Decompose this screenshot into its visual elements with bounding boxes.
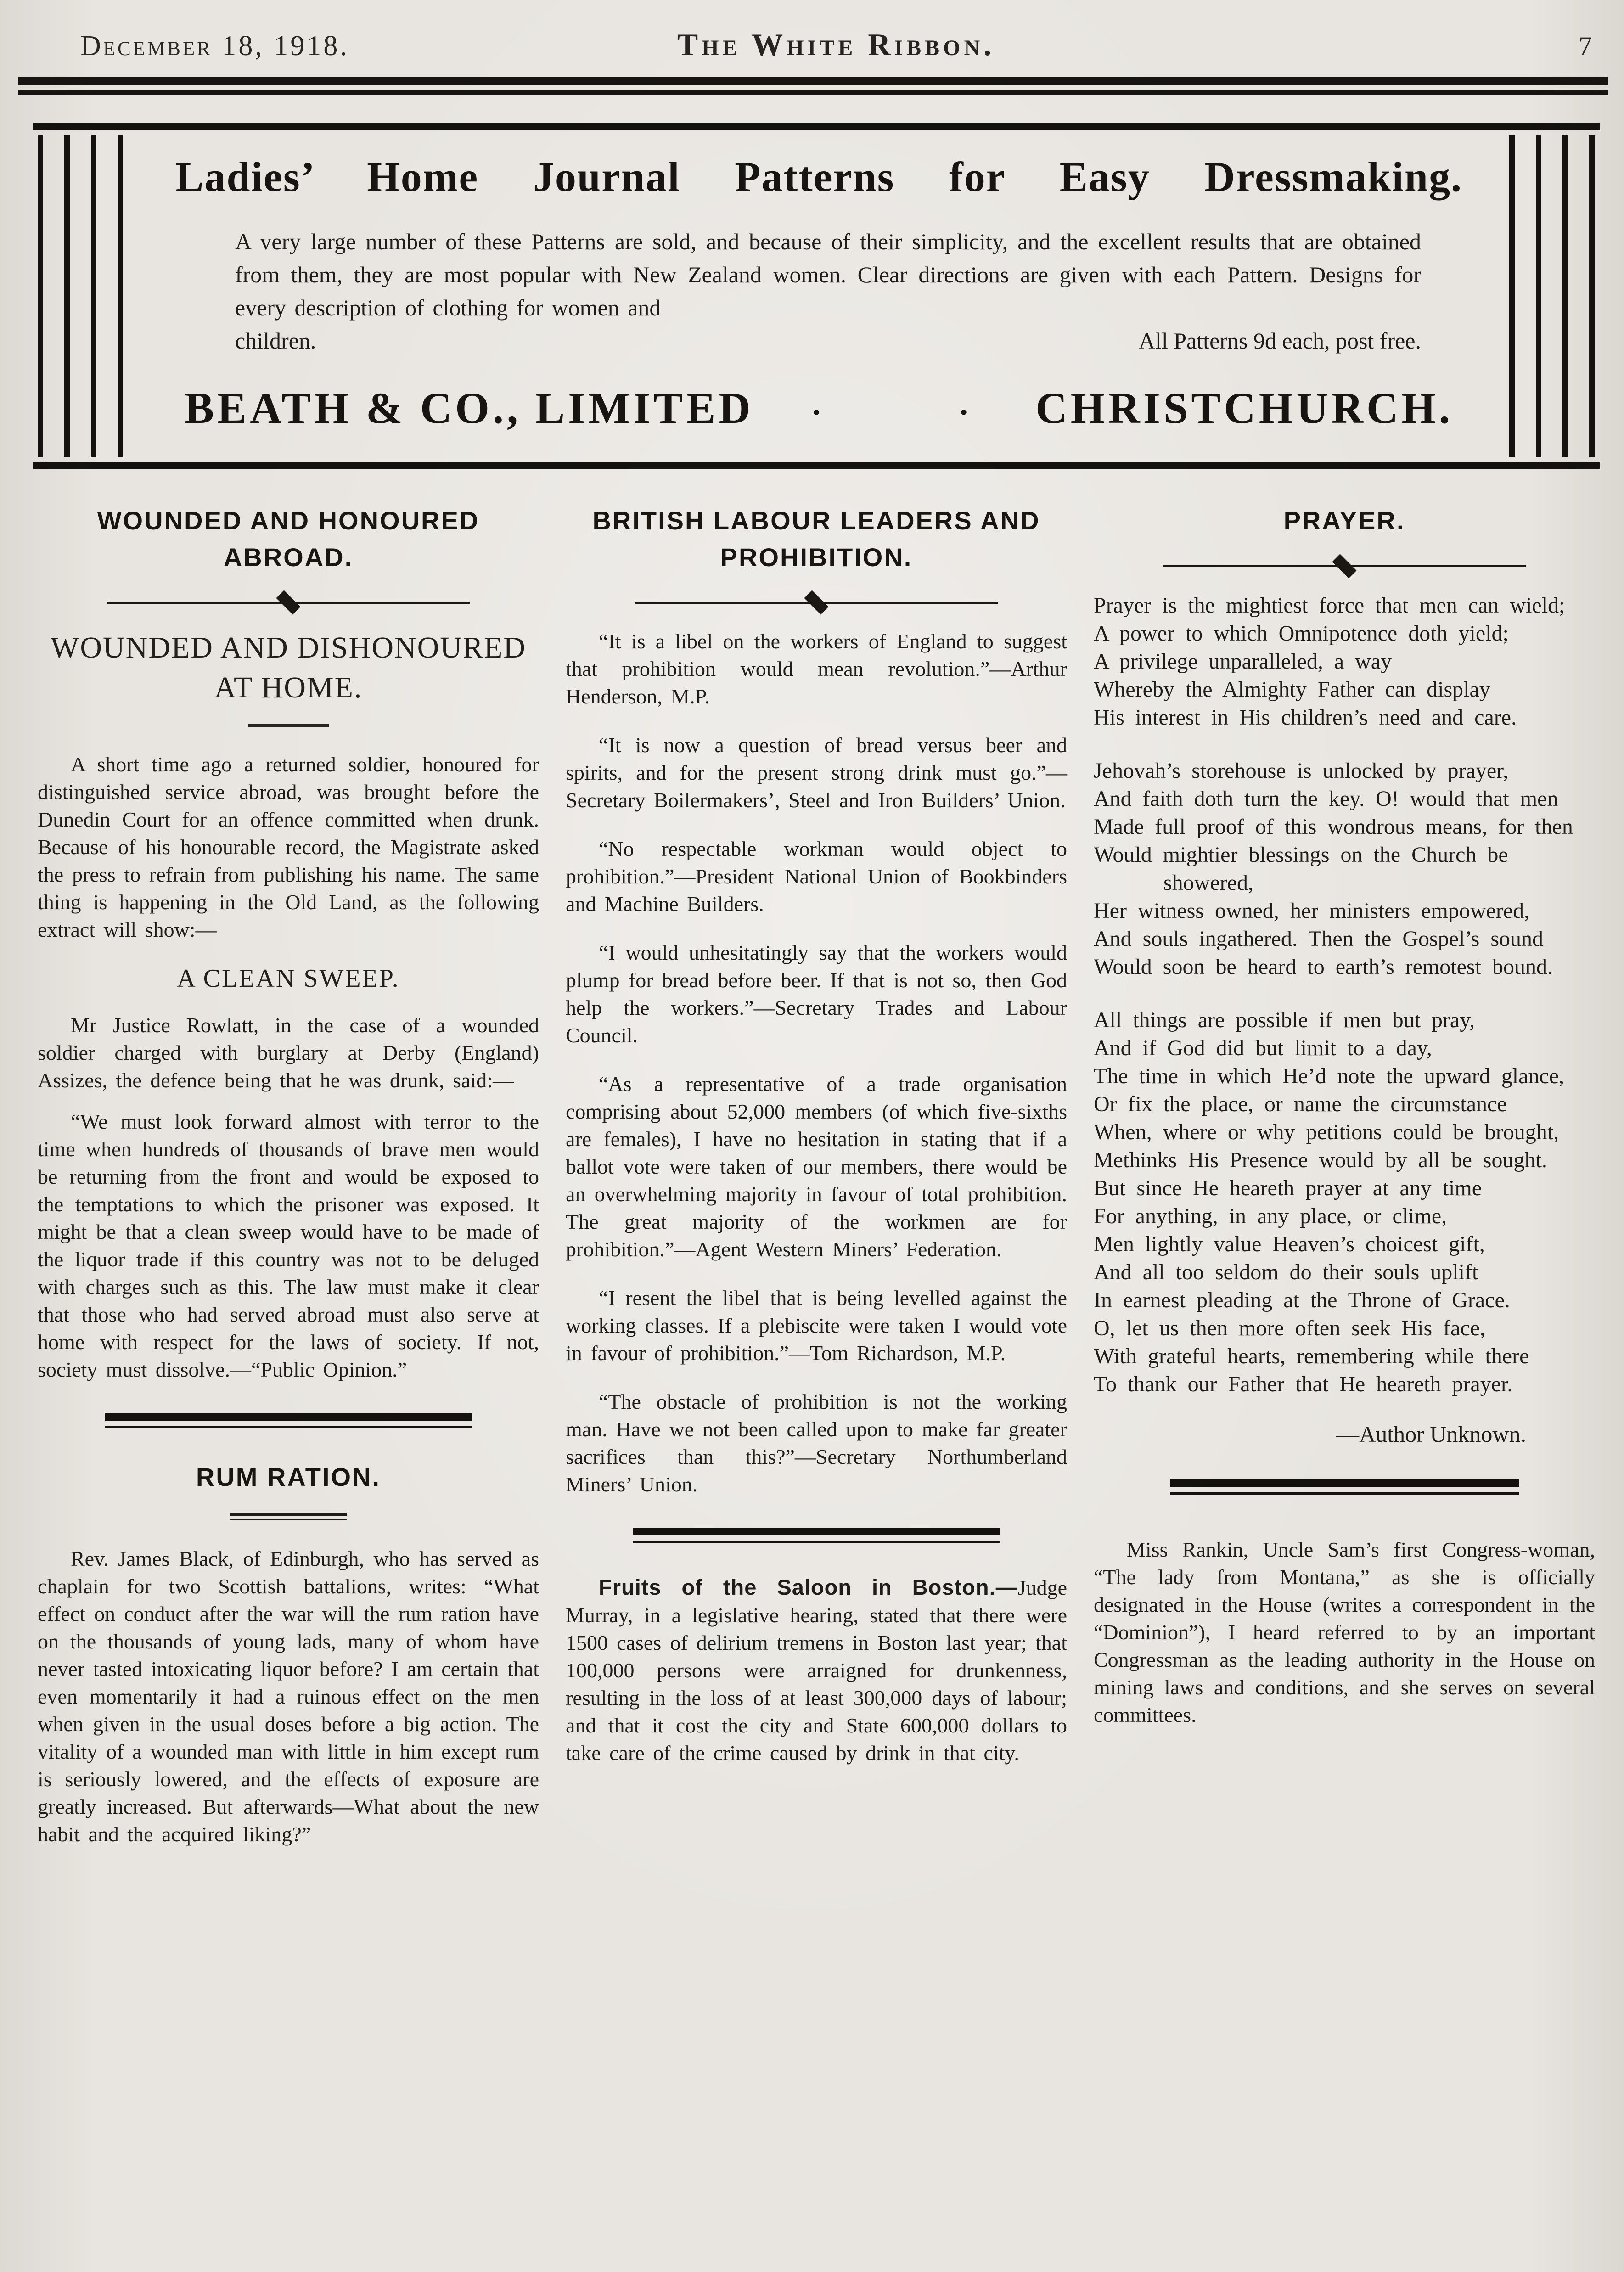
poem-stanza-3	[1094, 1006, 1595, 1398]
poem-line: And all too seldom do their souls uplift	[1094, 1260, 1478, 1284]
quote-paragraph: “I resent the libel that is being levelled against the working classes. If a plebiscite were taken I would vote in favour of prohibition.”—Tom Richardson, M.P.	[566, 1286, 1067, 1365]
quote-list	[566, 628, 1067, 1498]
boston-note-lead-in: Fruits of the Saloon in Boston.—	[599, 1575, 1018, 1600]
article-separator-rule	[105, 1413, 472, 1428]
rankin-note-paragraph: Miss Rankin, Uncle Sam’s first Congress-woman, “The lady from Montana,” as she is officially designated in the House (writes a correspondent in the “Dominion”), I heard referred to by an important Congressman as the leading authority in the House on mining laws and conditions, and she serves on several committees.	[1094, 1537, 1595, 1726]
article-kicker-labour-leaders: BRITISH LABOUR LEADERS AND PROHIBITION.	[592, 506, 1040, 572]
quote-paragraph: “It is now a question of bread versus beer and spirits, and for the present strong drink must go.”—Secretary Boilermakers’, Steel and Iron Builders’ Union.	[566, 733, 1067, 812]
poem-line: Made full proof of this wondrous means, for then	[1094, 814, 1573, 839]
masthead-rule	[18, 77, 1608, 95]
poem-line: Jehovah’s storehouse is unlocked by prayer,	[1094, 758, 1509, 783]
article-separator-rule	[1170, 1479, 1519, 1495]
ad-body-tail: children.	[235, 328, 316, 354]
poem-line: Methinks His Presence would by all be sought.	[1094, 1147, 1547, 1172]
headline-rum-ration: RUM RATION.	[196, 1462, 381, 1492]
quote-paragraph: “It is a libel on the workers of England to suggest that prohibition would mean revolution.”—Arthur Henderson, M.P.	[566, 630, 1067, 709]
boston-note-paragraph	[566, 1574, 1067, 1767]
ad-title: Ladies’ Home Journal Patterns for Easy Dressmaking.	[175, 153, 1462, 200]
poem-line: Would soon be heard to earth’s remotest bound.	[1094, 954, 1553, 979]
poem-line: And souls ingathered. Then the Gospel’s sound	[1094, 926, 1544, 951]
poem-line: With grateful hearts, remembering while there	[1094, 1344, 1529, 1368]
quote-paragraph: “I would unhesitatingly say that the workers would plump for bread before beer. If that is not so, then God help the workers.”—Secretary Trades and Labour Council.	[566, 941, 1067, 1047]
diamond-rule-icon	[635, 596, 998, 609]
ad-firm-name: BEATH & CO., LIMITED	[185, 383, 754, 433]
article-separator-rule	[633, 1528, 1000, 1543]
quote-paragraph: “The obstacle of prohibition is not the working man. Have we not been called upon to make far greater sacrifices than this?”—Secretary Northumberland Miners’ Union.	[566, 1390, 1067, 1496]
ad-border-bars-right-icon	[1509, 135, 1596, 457]
headline-wounded-dishonoured: WOUNDED AND DISHONOURED AT HOME.	[51, 631, 526, 705]
short-double-rule-icon	[230, 1513, 347, 1520]
page-number: 7	[1579, 31, 1592, 61]
poem-line: To thank our Father that He heareth prayer.	[1094, 1372, 1513, 1396]
poem-line: Or fix the place, or name the circumstance	[1094, 1091, 1507, 1116]
ad-border-bars-left-icon	[38, 135, 124, 457]
ad-separator-dots: · ·	[811, 395, 1034, 430]
poem-stanza-1	[1094, 591, 1595, 731]
ad-price-note: All Patterns 9d each, post free.	[1138, 328, 1421, 354]
poem-line: O, let us then more often seek His face,	[1094, 1316, 1486, 1340]
boston-note-text: Judge Murray, in a legislative hearing, stated that there were 1500 cases of delirium tremens in Boston last year; that 100,000 persons were arraigned for drunkenness, resulting in the loss of at least 300,000 days of labour; and that it cost the city and State 600,000 dollars to take care of the crime caused by drink in that city.	[566, 1576, 1067, 1765]
paragraph: Rev. James Black, of Edinburgh, who has served as chaplain for two Scottish battalions, writes: “What effect on conduct after the war will the rum ration have on the thousands of young lads, many of whom have never tasted intoxicating liquor before? I am certain that even momentarily it had a ruinous effect on the men when given in the usual doses before a big action. The vitality of a wounded man with little in him except rum is seriously lowered, and the effects of exposure are greatly increased. But afterwards—What about the new habit and the acquired liking?”	[38, 1547, 539, 1846]
poem-line: The time in which He’d note the upward glance,	[1094, 1063, 1565, 1088]
poem-stanza-2	[1094, 757, 1595, 981]
paragraph: “We must look forward almost with terror to the time when hundreds of thousands of brave men would be returning from the front and would be exposed to the temptations to which the prisoner was exposed. It might be that a clean sweep would have to be made of the liquor trade if this country was not to be deluged with charges such as this. The law must make it clear that those who had served abroad must also serve at home with respect for the laws of society. If not, society must dissolve.—“Public Opinion.”	[38, 1110, 539, 1382]
poem-line: All things are possible if men but pray,	[1094, 1007, 1475, 1032]
poem-line: Prayer is the mightiest force that men can wield;	[1094, 593, 1565, 618]
publication-title: The White Ribbon.	[677, 27, 995, 62]
diamond-rule-icon	[1163, 559, 1526, 573]
advertisement-box	[33, 123, 1600, 469]
poem-line: Whereby the Almighty Father can display	[1094, 677, 1490, 702]
poem-line: Men lightly value Heaven’s choicest gift,	[1094, 1232, 1485, 1256]
poem-line: For anything, in any place, or clime,	[1094, 1203, 1447, 1228]
quote-paragraph: “As a representative of a trade organisation comprising about 52,000 members (of which five-sixths are females), I have no hesitation in stating that if a ballot vote were taken of our members, there would be an overwhelming majority in favour of total prohibition. The great majority of the workmen are for prohibition.”—Agent Western Miners’ Federation.	[566, 1072, 1067, 1261]
quote-paragraph: “No respectable workman would object to prohibition.”—President National Union of Bookbinders and Machine Builders.	[566, 837, 1067, 916]
poem-attribution: —Author Unknown.	[1336, 1421, 1526, 1447]
poem-line: Would mightier blessings on the Church be showered,	[1094, 842, 1508, 895]
ad-footer	[185, 382, 1453, 433]
poem-line: And faith doth turn the key. O! would that men	[1094, 786, 1558, 811]
paragraph: Mr Justice Rowlatt, in the case of a wounded soldier charged with burglary at Derby (England) Assizes, the defence being that he was drunk, said:—	[38, 1013, 539, 1092]
crosshead-clean-sweep: A CLEAN SWEEP.	[177, 964, 400, 993]
poem-line: A power to which Omnipotence doth yield;	[1094, 621, 1509, 646]
poem-line: In earnest pleading at the Throne of Grace.	[1094, 1288, 1510, 1312]
poem-line: But since He heareth prayer at any time	[1094, 1175, 1482, 1200]
column-1	[38, 502, 539, 1862]
article-kicker-wounded-honoured: WOUNDED AND HONOURED ABROAD.	[97, 506, 480, 572]
diamond-rule-icon	[107, 596, 470, 609]
ad-body-text: A very large number of these Patterns are sold, and because of their simplicity, and the excellent results that are obtained from them, they are most popular with New Zealand women. Clear directions are given with each Pattern. Designs for every description of clothing for women and	[235, 229, 1421, 321]
poem-line: His interest in His children’s need and care.	[1094, 705, 1517, 730]
ad-last-line	[235, 324, 1421, 357]
poem-line: When, where or why petitions could be brought,	[1094, 1119, 1559, 1144]
poem-line: And if God did but limit to a day,	[1094, 1035, 1432, 1060]
poem-line: A privilege unparalleled, a way	[1094, 649, 1392, 674]
paragraph: A short time ago a returned soldier, honoured for distinguished service abroad, was brought before the Dunedin Court for an offence committed when drunk. Because of his honourable record, the Magistrate asked the press to refrain from publishing his name. The same thing is happening in the Old Land, as the following extract will show:—	[38, 753, 539, 942]
issue-date: December 18, 1918.	[80, 30, 349, 62]
ad-city: CHRISTCHURCH.	[1035, 383, 1453, 433]
column-2	[566, 502, 1067, 1862]
headline-prayer: PRAYER.	[1283, 506, 1405, 535]
column-3	[1094, 502, 1595, 1862]
article-columns	[0, 469, 1624, 1862]
poem-line: Her witness owned, her ministers empowered,	[1094, 898, 1530, 923]
masthead	[0, 0, 1624, 63]
short-rule-icon	[248, 724, 329, 727]
